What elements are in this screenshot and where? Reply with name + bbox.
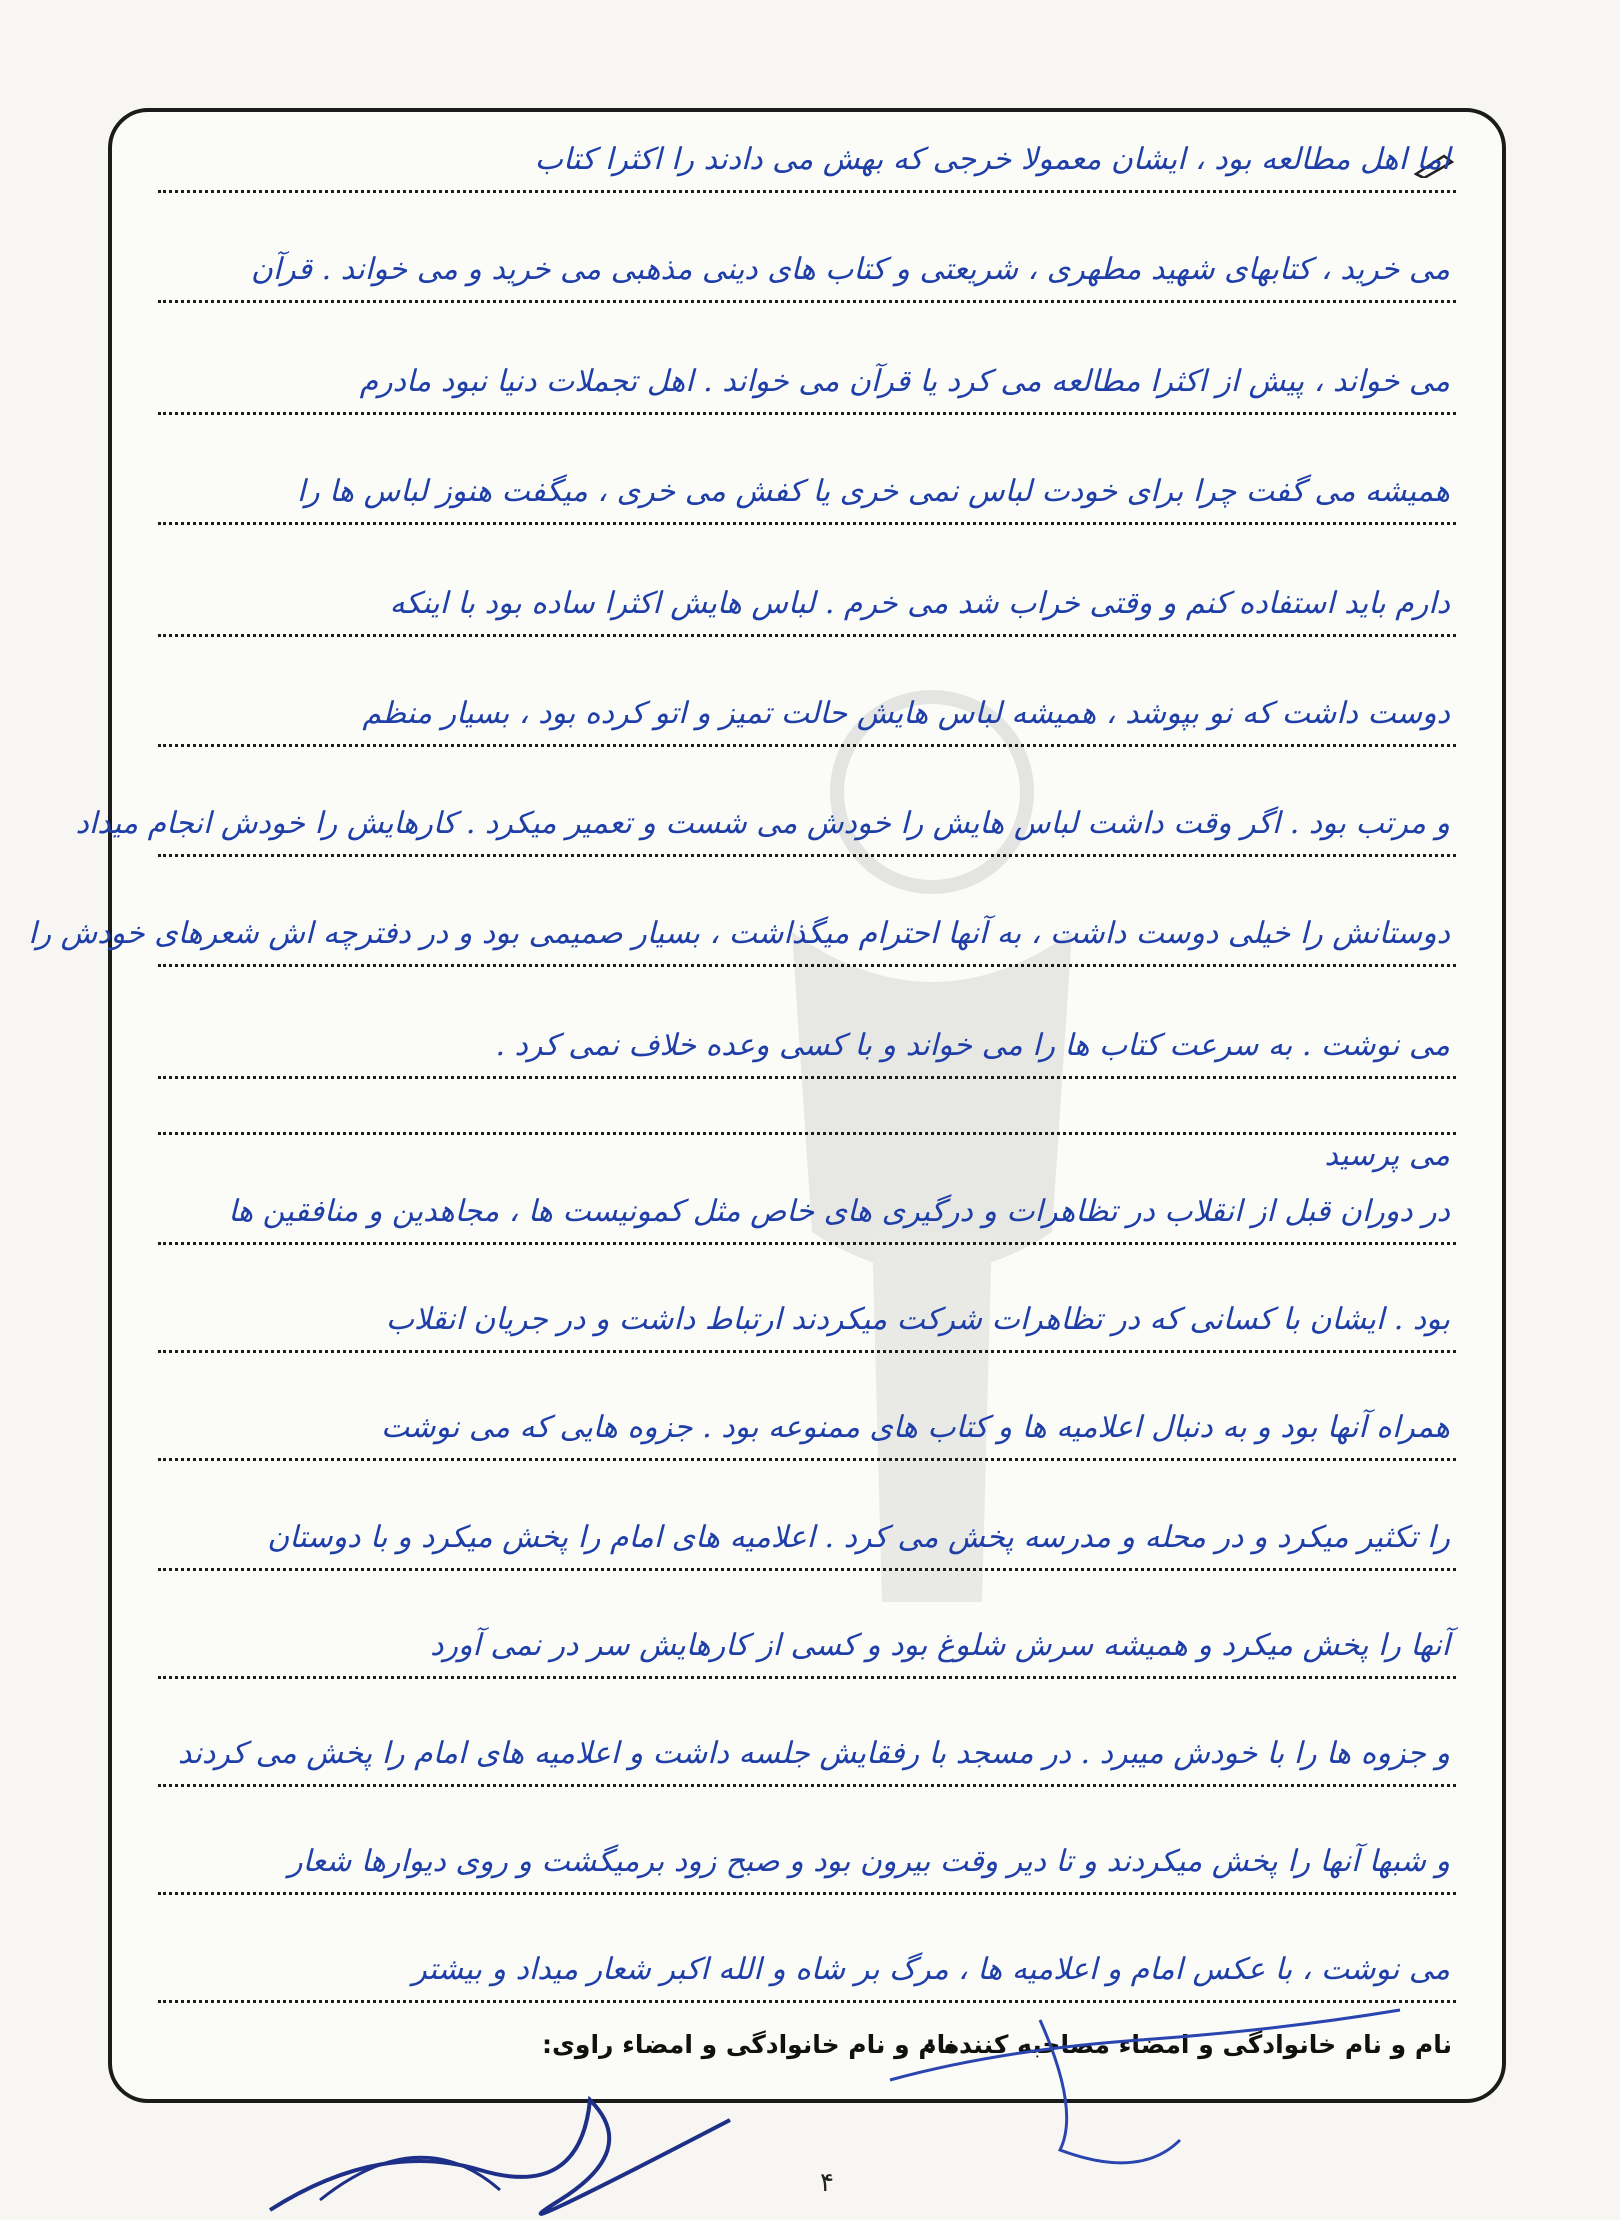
ruled-line <box>158 1568 1456 1571</box>
ruled-line <box>158 634 1456 637</box>
ruled-line <box>158 1892 1456 1895</box>
line-text: می خرید ، کتابهای شهید مطهری ، شریعتی و کتاب های دینی مذهبی می خرید و می خواند . قرآن <box>250 252 1450 287</box>
interviewer-signature <box>880 1990 1420 2190</box>
ruled-line <box>158 190 1456 193</box>
ruled-line <box>158 1132 1456 1135</box>
line-text: همراه آنها بود و به دنبال اعلامیه ها و کتاب های ممنوعه بود . جزوه هایی که می نوشت <box>380 1410 1450 1445</box>
line-text: بود . ایشان با کسانی که در تظاهرات شرکت میکردند ارتباط داشت و در جریان انقلاب <box>385 1302 1450 1337</box>
line-text: می پرسید <box>1324 1138 1450 1173</box>
line-text: همیشه می گفت چرا برای خودت لباس نمی خری یا کفش می خری ، میگفت هنوز لباس ها را <box>296 474 1450 509</box>
line-text: آنها را پخش میکرد و همیشه سرش شلوغ بود و کسی از کارهایش سر در نمی آورد <box>430 1628 1450 1663</box>
line-text: می نوشت ، با عکس امام و اعلامیه ها ، مرگ بر شاه و الله اکبر شعار میداد و بیشتر <box>412 1952 1450 1987</box>
line-text: را تکثیر میکرد و در محله و مدرسه پخش می کرد . اعلامیه های امام را پخش میکرد و با دوستان <box>267 1520 1450 1555</box>
line-text: اما اهل مطالعه بود ، ایشان معمولا خرجی که بهش می دادند را اکثرا کتاب <box>534 142 1450 177</box>
ruled-line <box>158 1458 1456 1461</box>
narrator-signature <box>260 2080 740 2220</box>
line-text: و جزوه ها را با خودش میبرد . در مسجد با رفقایش جلسه داشت و اعلامیه های امام را پخش می کردند <box>177 1736 1450 1771</box>
line-text: دوستانش را خیلی دوست داشت ، به آنها احترام میگذاشت ، بسیار صمیمی بود و در دفترچه اش شعرهای خودش را <box>28 916 1450 951</box>
ruled-line <box>158 1350 1456 1353</box>
line-text: در دوران قبل از انقلاب در تظاهرات و درگیری های خاص مثل کمونیست ها ، مجاهدین و منافقین ها <box>228 1194 1450 1229</box>
narrator-signature-label: نام و نام خانوادگی و امضاء راوی: <box>542 2030 956 2059</box>
ruled-line <box>158 854 1456 857</box>
line-text: می خواند ، پیش از اکثرا مطالعه می کرد یا قرآن می خواند . اهل تجملات دنیا نبود مادرم <box>359 364 1450 399</box>
ruled-line <box>158 1784 1456 1787</box>
line-text: و شبها آنها را پخش میکردند و تا دیر وقت بیرون بود و صبح زود برمیگشت و روی دیوارها شعار <box>288 1844 1450 1879</box>
ruled-line <box>158 964 1456 967</box>
line-text: دارم باید استفاده کنم و وقتی خراب شد می خرم . لباس هایش اکثرا ساده بود با اینکه <box>389 586 1450 621</box>
ruled-line <box>158 1242 1456 1245</box>
line-text: می نوشت . به سرعت کتاب ها را می خواند و با کسی وعده خلاف نمی کرد . <box>495 1028 1450 1063</box>
ruled-line <box>158 1076 1456 1079</box>
ruled-line <box>158 412 1456 415</box>
interviewer-signature-label: نام و نام خانوادگی و امضاء مصاحبه کننده : <box>925 2030 1452 2059</box>
ruled-line <box>158 300 1456 303</box>
ruled-line <box>158 522 1456 525</box>
page-frame <box>28 108 1506 2103</box>
ruled-line <box>158 744 1456 747</box>
ruled-line <box>158 1676 1456 1679</box>
line-text: دوست داشت که نو بپوشد ، همیشه لباس هایش حالت تمیز و اتو کرده بود ، بسیار منظم <box>362 696 1450 731</box>
page-number: ۴ <box>820 2168 834 2198</box>
line-text: و مرتب بود . اگر وقت داشت لباس هایش را خودش می شست و تعمیر میکرد . کارهایش را خودش انجام میداد <box>75 806 1450 841</box>
